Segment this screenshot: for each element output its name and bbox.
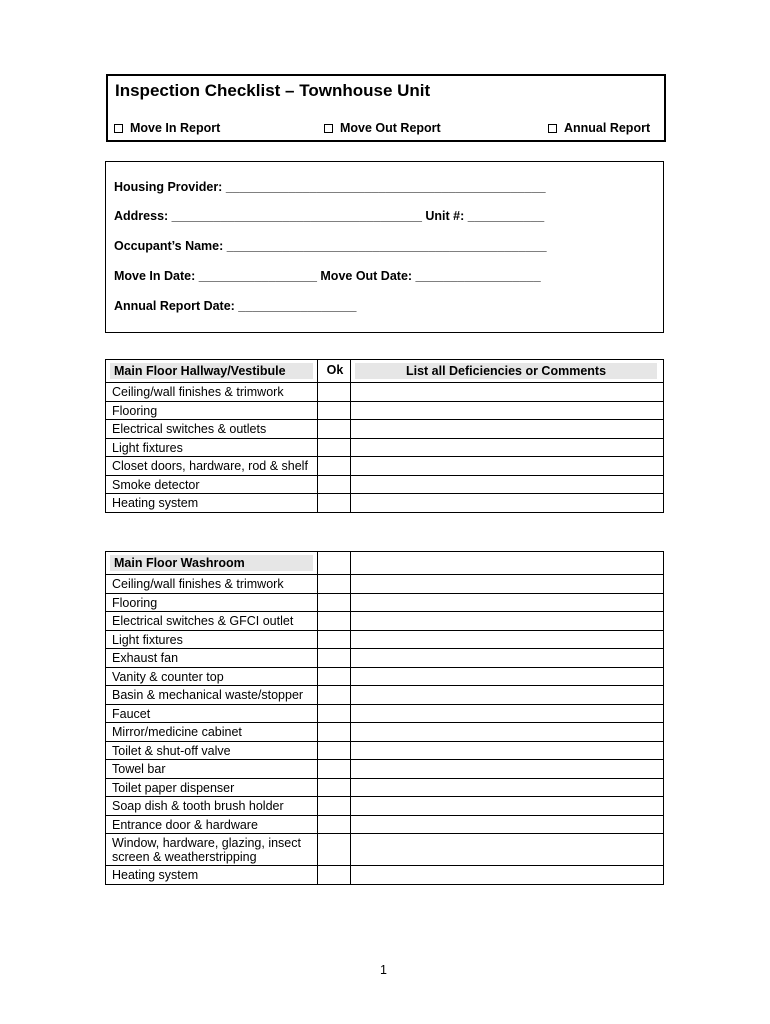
table-row bbox=[106, 778, 664, 797]
checklist-item-label: Flooring bbox=[106, 593, 318, 612]
comments-cell[interactable] bbox=[351, 420, 664, 439]
annual-report-date-field[interactable]: Annual Report Date: _________________ bbox=[114, 299, 357, 313]
table-row bbox=[106, 649, 664, 668]
checklist-item-label: Vanity & counter top bbox=[106, 667, 318, 686]
table-row bbox=[106, 741, 664, 760]
checklist-item-label: Entrance door & hardware bbox=[106, 815, 318, 834]
checklist-item-label: Basin & mechanical waste/stopper bbox=[106, 686, 318, 705]
comments-cell[interactable] bbox=[351, 475, 664, 494]
title-box bbox=[106, 74, 666, 142]
checklist-item-label: Towel bar bbox=[106, 760, 318, 779]
checklist-item-label: Toilet paper dispenser bbox=[106, 778, 318, 797]
table-row bbox=[106, 383, 664, 402]
ok-cell[interactable] bbox=[318, 667, 351, 686]
page-title: Inspection Checklist – Townhouse Unit bbox=[115, 81, 431, 100]
comments-cell[interactable] bbox=[351, 667, 664, 686]
comments-cell[interactable] bbox=[351, 834, 664, 866]
table-row bbox=[106, 686, 664, 705]
checklist-item-label: Window, hardware, glazing, insect screen & weatherstripping bbox=[106, 834, 318, 866]
table-row bbox=[106, 457, 664, 476]
comments-cell[interactable] bbox=[351, 593, 664, 612]
move-out-report-option[interactable] bbox=[324, 121, 441, 135]
table-row bbox=[106, 704, 664, 723]
ok-cell[interactable] bbox=[318, 383, 351, 402]
washroom-checklist-table bbox=[105, 551, 664, 885]
checklist-item-label: Faucet bbox=[106, 704, 318, 723]
table-row bbox=[106, 494, 664, 513]
section-heading: Main Floor Washroom bbox=[110, 555, 313, 571]
ok-cell[interactable] bbox=[318, 686, 351, 705]
checkbox-icon[interactable] bbox=[324, 124, 333, 133]
comments-cell[interactable] bbox=[351, 383, 664, 402]
checklist-item-label: Mirror/medicine cabinet bbox=[106, 723, 318, 742]
table-row bbox=[106, 401, 664, 420]
ok-cell[interactable] bbox=[318, 494, 351, 513]
table-row bbox=[106, 723, 664, 742]
annual-report-label: Annual Report bbox=[564, 121, 651, 135]
checklist-item-label: Smoke detector bbox=[106, 475, 318, 494]
checklist-item-label: Electrical switches & outlets bbox=[106, 420, 318, 439]
table-header-row bbox=[106, 360, 664, 383]
housing-provider-field[interactable]: Housing Provider: ______________________________________________ bbox=[114, 180, 546, 194]
ok-cell[interactable] bbox=[318, 457, 351, 476]
ok-cell[interactable] bbox=[318, 741, 351, 760]
comments-cell[interactable] bbox=[351, 741, 664, 760]
table-row bbox=[106, 438, 664, 457]
table-row bbox=[106, 760, 664, 779]
ok-cell[interactable] bbox=[318, 723, 351, 742]
comments-cell[interactable] bbox=[351, 649, 664, 668]
comments-cell[interactable] bbox=[351, 686, 664, 705]
comments-column-header bbox=[351, 552, 664, 575]
table-row bbox=[106, 612, 664, 631]
table-row bbox=[106, 834, 664, 866]
ok-cell[interactable] bbox=[318, 630, 351, 649]
checklist-item-label: Heating system bbox=[106, 494, 318, 513]
comments-cell[interactable] bbox=[351, 438, 664, 457]
comments-cell[interactable] bbox=[351, 630, 664, 649]
comments-cell[interactable] bbox=[351, 815, 664, 834]
comments-cell[interactable] bbox=[351, 494, 664, 513]
comments-cell[interactable] bbox=[351, 866, 664, 885]
checkbox-icon[interactable] bbox=[114, 124, 123, 133]
checklist-item-label: Light fixtures bbox=[106, 438, 318, 457]
checklist-item-label: Soap dish & tooth brush holder bbox=[106, 797, 318, 816]
checklist-item-label: Ceiling/wall finishes & trimwork bbox=[106, 575, 318, 594]
ok-cell[interactable] bbox=[318, 815, 351, 834]
table-row bbox=[106, 797, 664, 816]
comments-cell[interactable] bbox=[351, 797, 664, 816]
comments-cell[interactable] bbox=[351, 457, 664, 476]
ok-cell[interactable] bbox=[318, 438, 351, 457]
table-header-row bbox=[106, 552, 664, 575]
checklist-item-label: Heating system bbox=[106, 866, 318, 885]
table-row bbox=[106, 667, 664, 686]
ok-cell[interactable] bbox=[318, 593, 351, 612]
table-row bbox=[106, 866, 664, 885]
ok-column-header bbox=[318, 552, 351, 575]
comments-cell[interactable] bbox=[351, 612, 664, 631]
ok-cell[interactable] bbox=[318, 401, 351, 420]
checklist-item-label: Toilet & shut-off valve bbox=[106, 741, 318, 760]
checklist-item-label: Closet doors, hardware, rod & shelf bbox=[106, 457, 318, 476]
ok-cell[interactable] bbox=[318, 834, 351, 866]
ok-column-header: Ok bbox=[318, 360, 351, 383]
table-row bbox=[106, 593, 664, 612]
comments-cell[interactable] bbox=[351, 401, 664, 420]
comments-cell[interactable] bbox=[351, 778, 664, 797]
ok-cell[interactable] bbox=[318, 420, 351, 439]
ok-cell[interactable] bbox=[318, 612, 351, 631]
move-in-report-label: Move In Report bbox=[130, 121, 221, 135]
page-number: 1 bbox=[380, 963, 387, 977]
checklist-item-label: Electrical switches & GFCI outlet bbox=[106, 612, 318, 631]
table-row bbox=[106, 575, 664, 594]
checklist-item-label: Flooring bbox=[106, 401, 318, 420]
ok-cell[interactable] bbox=[318, 760, 351, 779]
info-box bbox=[105, 161, 664, 333]
checklist-item-label: Ceiling/wall finishes & trimwork bbox=[106, 383, 318, 402]
comments-cell[interactable] bbox=[351, 760, 664, 779]
hallway-items bbox=[106, 383, 664, 513]
table-row bbox=[106, 630, 664, 649]
comments-cell[interactable] bbox=[351, 575, 664, 594]
ok-cell[interactable] bbox=[318, 475, 351, 494]
comments-cell[interactable] bbox=[351, 704, 664, 723]
checklist-item-label: Light fixtures bbox=[106, 630, 318, 649]
ok-cell[interactable] bbox=[318, 866, 351, 885]
table-row bbox=[106, 815, 664, 834]
section-heading: Main Floor Hallway/Vestibule bbox=[110, 363, 313, 379]
comments-column-header: List all Deficiencies or Comments bbox=[355, 363, 657, 379]
ok-cell[interactable] bbox=[318, 649, 351, 668]
washroom-items bbox=[106, 575, 664, 885]
move-in-report-option[interactable] bbox=[114, 121, 220, 135]
address-field[interactable]: Address: ____________________________________ Unit #: ___________ bbox=[114, 209, 545, 223]
ok-cell[interactable] bbox=[318, 778, 351, 797]
move-dates-field[interactable]: Move In Date: _________________ Move Out Date: __________________ bbox=[114, 269, 541, 283]
hallway-checklist-table bbox=[105, 359, 664, 513]
ok-cell[interactable] bbox=[318, 797, 351, 816]
ok-cell[interactable] bbox=[318, 575, 351, 594]
annual-report-option[interactable] bbox=[548, 121, 650, 135]
comments-cell[interactable] bbox=[351, 723, 664, 742]
ok-cell[interactable] bbox=[318, 704, 351, 723]
checklist-item-label: Exhaust fan bbox=[106, 649, 318, 668]
table-row bbox=[106, 420, 664, 439]
move-out-report-label: Move Out Report bbox=[340, 121, 441, 135]
occupant-name-field[interactable]: Occupant’s Name: ______________________________________________ bbox=[114, 239, 547, 253]
checkbox-icon[interactable] bbox=[548, 124, 557, 133]
table-row bbox=[106, 475, 664, 494]
